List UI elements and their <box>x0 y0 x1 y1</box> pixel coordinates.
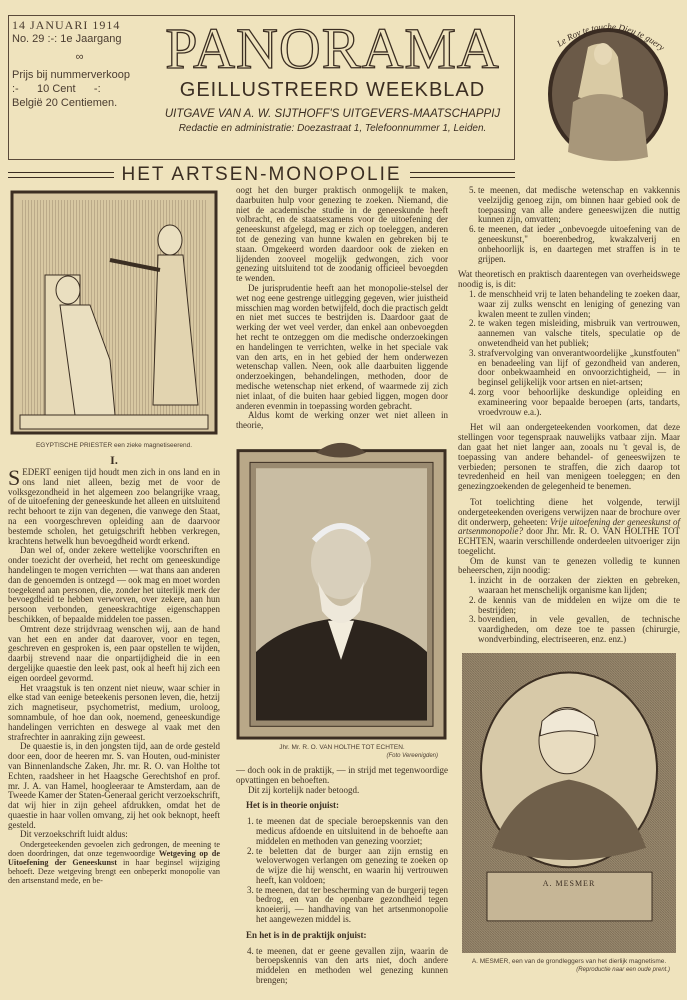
paragraph: EDERT eenigen tijd houdt men zich in ons land en in ons land niet alleen, bezig met de voor de volksgezondheid in het algemeen zoo belangrijke vraag, of de uitoefening der geneeskunde het alleen en uitsluitend recht behoort te zijn van degenen, die vanwege den Staat, na een voorgeschreven opleiding aan de daarvoor bestemde scholen, het getuigschrift hebben verkregen, krachtens hetwelk hun bevoegdheid wordt erkend. <box>8 467 220 546</box>
petition-text: in haar beginsel wijziging behoeft. Deze wetgeving brengt een onbeperkt monopolie van den artsenstand mede, en be- <box>8 858 220 886</box>
list-item: 1. te meenen dat de speciale beroepskennis van den medicus afdoende en uitsluitend in de behoefte aan middelen en methoden van genezing voorziet; <box>256 817 448 846</box>
paragraph: Aldus komt de werking onzer wet niet alleen in theorie, <box>236 410 448 431</box>
issue-date: 14 JANUARI 1914 <box>12 18 121 32</box>
article-title: HET ARTSEN-MONOPOLIE <box>121 164 402 185</box>
publisher: UITGAVE VAN A. W. SIJTHOFF'S UITGEVERS-MAATSCHAPPIJ <box>164 108 501 120</box>
article-title-banner <box>8 164 515 186</box>
list-item: 2. te waken tegen misleiding, misbruik van vertrouwen, aannemen van valsche titels, speculatie op de onwetendheid van het publiek; <box>478 319 680 348</box>
egyptian-priest-illustration <box>10 190 218 435</box>
portrait-credit: (Foto Vereenigden) <box>386 752 438 759</box>
practice-list <box>236 947 448 986</box>
paragraph: oogt het den burger praktisch onmogelijk te maken, daarbuiten hulp voor genezing te zoeken. Niemand, die niet de academische studie in de geneeskunde heeft volbracht, en de staatsexamens voor de uitoefening der geneeskunst afgelegd, mag er zich op toeleggen, anderen tot de genezing van hunne kwalen en gebreken bij te staan. Omgekeerd worden daardoor ook de zieken en lijdenden zooveel mogelijk gedwongen, zich voor genezing uitsluitend tot de zoodanig officieel bevoegden te wenden. <box>236 185 448 284</box>
masthead-logo <box>155 16 510 136</box>
figure1-caption: EGYPTISCHE PRIESTER een zieke magnetiseerend. <box>35 442 193 449</box>
paragraph <box>458 498 680 557</box>
mesmer-plate-label: A. MESMER <box>542 878 596 888</box>
roundel-motto-text: Le Roy te touche Dieu te guery <box>554 21 667 53</box>
roundel-emblem <box>543 12 673 162</box>
issue-info <box>12 18 147 110</box>
drop-cap: S <box>8 465 21 490</box>
ornament: ∞ <box>75 51 84 63</box>
paragraph: Om de kunst van te genezen volledig te kunnen beheerschen, zijn noodig: <box>458 555 680 576</box>
newspaper-title: PANORAMA <box>165 16 500 81</box>
column-3-text <box>458 186 680 645</box>
theory-list <box>236 817 448 925</box>
paragraph: Dan wel of, onder zekere wettelijke voorschriften en onder toezicht der overheid, het recht om geneeskundige handelingen te mogen verrichten — wat thans aan anderen dan de genoemden is ontzegd — ook mag en moet worden toegekend aan personen, die, zonder het uiterlijk merk der bevoegdheid te hebben verworven, over zekere, aan hun persoon verbonden, geneeskrachtige eigenschappen beschikken, of bepaalde middelen toe passen. <box>8 545 220 624</box>
column-2-bottom-text <box>236 766 448 986</box>
mesmer-credit: (Reproductie naar een oude prent.) <box>576 966 670 973</box>
text: Tot toelichting diene het volgende, terwijl ondergeteekenden overigens verwijzen naar de brochure over dit onderwerp, geheeten: <box>458 496 680 527</box>
column-2 <box>236 186 448 986</box>
list-item: 1. inzicht in de oorzaken der ziekten en gebreken, waaraan het menschelijk organisme kan lijden; <box>478 576 680 596</box>
mesmer-caption: A. MESMER, een van de grondleggers van het dierlijk magnetisme. <box>471 957 667 965</box>
theory-heading: Het is in theorie onjuist: <box>246 800 339 811</box>
column-1-text <box>8 465 220 886</box>
list-item: 3. bovendien, in vele gevallen, de technische vaardigheden, om deze toe te passen (chirurgie, wondverbinding, electriseeren, enz. enz.) <box>478 615 680 644</box>
paragraph: Het vraagstuk is ten onzent niet nieuw, waar schier in elke stad van eenige beteekenis personen leven, die, hetzij zich magnetiseur, psychometrist, medium, uroloog, somnambule, of hoe dan ook, noemend, geneeskundige handelingen verrichten en deswege al vaak met den strafrechter in aanraking zijn geweest. <box>8 682 220 742</box>
list-item: 4. zorg voor behoorlijke deskundige opleiding en examineering voor bepaalde beroepen (arts, tandarts, vroedvrouw e.a.). <box>478 388 680 417</box>
address: Redactie en administratie: Doezastraat 1, Telefoonnummer 1, Leiden. <box>178 123 487 134</box>
issue-number: No. 29 :-: 1e Jaargang <box>12 33 122 45</box>
portrait-van-holthe <box>236 435 447 740</box>
practice-heading: En het is in de praktijk onjuist: <box>246 929 367 940</box>
newspaper-subtitle: GEILLUSTREERD WEEKBLAD <box>179 79 486 101</box>
paragraph: De quaestie is, in den jongsten tijd, aan de orde gesteld door een, door de heeren mr. S. van Houten, oud-minister van Binnenlandsche Zaken, Jhr. mr. R. O. van Holthe tot Echten, raadsheer in het Haagsche Gerechtshof en prof. mr. J. A. van Hamel, hoogleeraar te Amsterdam, aan de Tweede Kamer der Staten-Generaal gericht verzoekschrift, dat wij hier in zijn geheel afdrukken, omdat het de quaestie in haar vollen omvang, zij het ook beknopt, heeft gesteld. <box>8 741 220 830</box>
practice-list-continued <box>458 186 680 264</box>
list-item: 3. te meenen, dat ter bescherming van de burgerij tegen bedrog, en van de openbare gezondheid tegen knoeierij, — handhaving van het artsenmonopolie het aangewezen middel is. <box>256 886 448 925</box>
mesmer-engraving <box>462 653 676 953</box>
text: door Jhr. Mr. R. O. VAN HOLTHE TOT ECHTEN, waarin verschillende onderdeelen uitvoeriger zijn toegelicht. <box>458 526 680 556</box>
paragraph: Dit zij kortelijk nader betoogd. <box>248 784 360 795</box>
list-item: 6. te meenen, dat ieder „onbevoegde uitoefening van de geneeskunst," boerenbedrog, kwakzalverij en onbehoorlijk is, en daartegen met straffen is in te grijpen. <box>478 225 680 264</box>
price-belgium: België 20 Centiemen. <box>12 97 118 109</box>
list-item: 2. de kennis van de middelen en wijze om die te bestrijden; <box>478 596 680 616</box>
list-item: 3. strafvervolging van onverantwoordelijke „kunstfouten" en benadeeling van lijf of gezondheid van anderen, door onbekwaamheid en onvoorzichtigheid, — in beginsel gelijkelijk voor artsen en niet-artsen; <box>478 349 680 388</box>
paragraph: De jurisprudentie heeft aan het monopolie-stelsel der wet nog eene gestrenge uitlegging gegeven, wier juistheid misschien mag worden betwijfeld, doch die practisch geldt en niet met succes te bestrijden is. Daardoor gaat de werking der wet veel verder, dan enkel aan onbevoegden het recht te ontzeggen om die medische onderzoekingen en handelingen te verrichten, welke in het speciale vak van den arts, en in het gebied der hem onderwezen wetenschap vallen. Neen, ook alle daarbuiten liggende onderzoekingen, behandelingen, methoden, door de medische wetenschap niet erkend, of waarmede zij zich niet inlaat, of die buiten haar gebied liggen, mogen door anderen evenmin in toepassing worden gebracht. <box>236 282 448 411</box>
art-requirements-list <box>458 576 680 645</box>
list-item: 2. te beletten dat de burger aan zijn ernstig en weloverwogen verlangen om genezing te zoeken op de wijze die hij wenscht, en waarin hij vertrouwen heeft, kan voldoen; <box>256 847 448 886</box>
price-label: Prijs bij nummerverkoop <box>12 69 130 81</box>
paragraph: Dit verzoekschrift luidt aldus: <box>20 829 128 840</box>
brochure-title: Vrije uitoefening der geneeskunst of artsenmonopolie? <box>458 516 680 537</box>
list-item: 4. te meenen, dat er geene gevallen zijn, waarin de beroepskennis van den arts niet, doch andere middelen en methoden wel genezing kunnen brengen; <box>256 947 448 986</box>
portrait-caption: Jhr. Mr. R. O. VAN HOLTHE TOT ECHTEN. <box>279 743 405 751</box>
price: :- 10 Cent -: <box>12 83 101 95</box>
title-rule <box>410 172 516 178</box>
section-number: I. <box>110 453 118 467</box>
paragraph: Het wil aan ondergeteekenden voorkomen, dat deze stellingen voor tegenspraak nauwelijks vatbaar zijn. Maar dan gaat het niet langer aan, zooals nu 't geval is, de toepassing van andere behandel- of geneeswijzen te verbieden; personen te straffen, die zich daarop tot tevredenheid en heil van menigeen toeleggen; en den genezingzoekenden de gelegenheid te benemen. <box>458 422 680 492</box>
list-item: 5. te meenen, dat medische wetenschap en vakkennis veelzijdig genoeg zijn, om binnen haar gebied ook de toepassing van alle andere geneeswijzen die nuttig kunnen zijn, omvatten; <box>478 186 680 225</box>
column-2-top-text <box>236 186 448 431</box>
title-rule <box>8 172 114 178</box>
needed-heading: Wat theoretisch en praktisch daarentegen van overheidswege noodig is, is dit: <box>458 269 680 290</box>
list-item: 1. de menschheid vrij te laten behandeling te zoeken daar, waar zij zulks wenscht en leniging of genezing van kwalen meent te zullen vinden; <box>478 290 680 319</box>
column-1 <box>8 190 220 885</box>
petition-text: Ondergeteekenden gevoelen zich gedrongen, de meening te doen doordringen, dat onze tegenwoordige <box>8 840 220 859</box>
paragraph: Omtrent deze strijdvraag wenschen wij, aan de hand van het een en ander dat daarover, voor en tegen, geschreven en gesproken is, een paar opstellen te wijden, daarbij strevend naar die onpartijdigheid die in een dergelijke quaestie den leek past, ook al heeft hij zich een eigen oordeel gevormd. <box>8 623 220 683</box>
petition-paragraph <box>8 840 220 885</box>
paragraph: — doch ook in de praktijk, — in strijd met tegenwoordige opvattingen en behoeften. <box>236 764 448 785</box>
needed-list <box>458 290 680 417</box>
petition-law-name: Wetgeving op de Uitoefening der Geneeskunst <box>8 849 220 868</box>
column-3 <box>458 186 680 974</box>
